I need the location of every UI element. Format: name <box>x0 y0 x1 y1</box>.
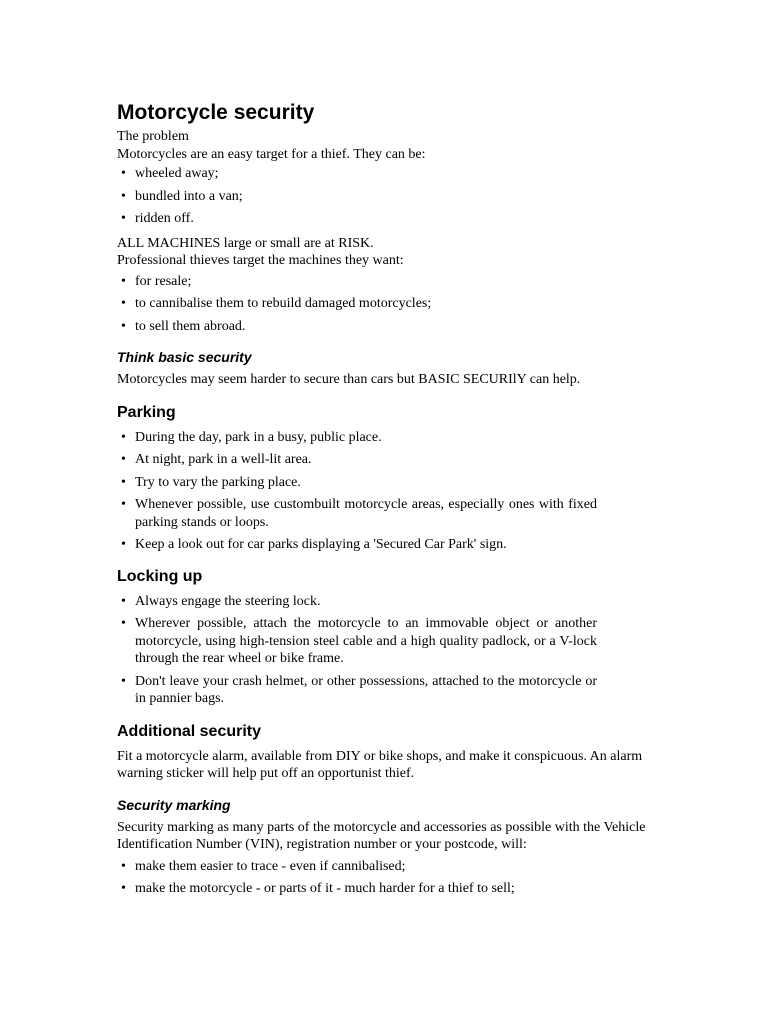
problem-list <box>117 165 657 228</box>
list-item: • Try to vary the parking place. <box>121 474 301 490</box>
list-item: • Don't leave your crash helmet, or other possessions, attached to the motorcycle or in pannier bags. <box>121 673 597 706</box>
basic-security-text: Motorcycles may seem harder to secure than cars but BASIC SECURIlY can help. <box>117 372 581 387</box>
risk-statement: ALL MACHINES large or small are at RISK. <box>117 235 374 251</box>
security-marking-heading: Security marking <box>117 796 231 813</box>
bullet-icon: • <box>121 211 126 226</box>
list-item: • Keep a look out for car parks displaying a 'Secured Car Park' sign. <box>121 537 507 552</box>
bullet-icon: • <box>121 593 126 609</box>
security-marking-text: Security marking as many parts of the motorcycle and accessories as possible with the Vehicle Identification Number (VIN), registration number or your postcode, will: <box>117 819 646 852</box>
list-item: • ridden off. <box>121 211 194 226</box>
list-item: • to sell them abroad. <box>121 318 246 334</box>
problem-subheading: The problem <box>117 129 189 144</box>
bullet-icon: • <box>121 429 126 445</box>
bullet-icon: • <box>121 616 126 631</box>
document-page <box>117 100 657 898</box>
list-item: • make the motorcycle - or parts of it - much harder for a thief to sell; <box>121 881 515 896</box>
bullet-icon: • <box>121 858 126 874</box>
locking-list <box>117 593 597 708</box>
additional-security-text: Fit a motorcycle alarm, available from DIY or bike shops, and make it conspicuous. An alarm warning sticker will help put off an opportunist thief. <box>117 748 643 781</box>
list-item: • Always engage the steering lock. <box>121 593 321 609</box>
locking-up-heading: Locking up <box>117 567 203 585</box>
bullet-icon: • <box>121 474 126 490</box>
marking-list <box>117 858 657 898</box>
list-item: • bundled into a van; <box>121 188 243 204</box>
additional-security-heading: Additional security <box>117 722 262 740</box>
list-item: • Wherever possible, attach the motorcycle to an immovable object or another motorcycle, using high-tension steel cable and a high quality padlock, or a V-lock through the rear wheel or bike frame. <box>121 616 597 666</box>
list-item: • wheeled away; <box>121 166 219 181</box>
list-item: • to cannibalise them to rebuild damaged motorcycles; <box>121 296 432 311</box>
list-item: • During the day, park in a busy, public place. <box>121 429 382 445</box>
pro-list <box>117 273 657 336</box>
pro-thieves-text: Professional thieves target the machines they want: <box>117 253 404 268</box>
bullet-icon: • <box>121 497 126 512</box>
bullet-icon: • <box>121 881 126 896</box>
bullet-icon: • <box>121 673 126 689</box>
list-item: • Whenever possible, use custombuilt motorcycle areas, especially ones with fixed parking stands or loops. <box>121 497 597 530</box>
bullet-icon: • <box>121 296 126 311</box>
list-item: • At night, park in a well-lit area. <box>121 452 312 467</box>
bullet-icon: • <box>121 318 126 334</box>
list-item: • make them easier to trace - even if cannibalised; <box>121 858 406 874</box>
parking-list <box>117 429 597 554</box>
bullet-icon: • <box>121 273 126 289</box>
bullet-icon: • <box>121 188 126 204</box>
parking-heading: Parking <box>117 403 176 421</box>
basic-security-heading: Think basic security <box>117 349 252 365</box>
bullet-icon: • <box>121 166 126 181</box>
bullet-icon: • <box>121 537 126 552</box>
list-item: • for resale; <box>121 273 192 289</box>
problem-section <box>117 128 657 335</box>
page-title: Motorcycle security <box>117 101 315 124</box>
problem-intro: Motorcycles are an easy target for a thief. They can be: <box>117 146 426 162</box>
bullet-icon: • <box>121 452 126 467</box>
